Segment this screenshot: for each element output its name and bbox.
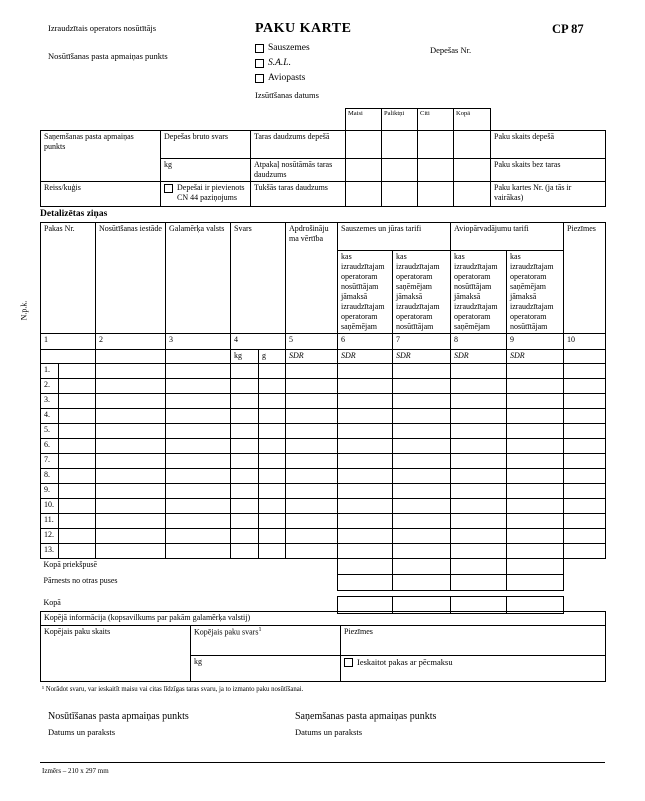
- col-num-4: 4: [231, 334, 286, 350]
- detail-row: [41, 469, 606, 484]
- cell-tariff-6: [338, 394, 393, 409]
- unit-sdr-5: SDR: [286, 350, 338, 364]
- checkbox-air-icon[interactable]: [255, 74, 264, 83]
- cell-office: [96, 469, 166, 484]
- row-number: 13.: [41, 544, 59, 559]
- cell-parcel-no: [59, 454, 96, 469]
- cell-tariff-8: [451, 499, 507, 514]
- cell-tariff-6: [338, 379, 393, 394]
- signature-dispatch-sub: Datums un paraksts: [48, 727, 116, 737]
- dispatch-no-label: Depešas Nr.: [430, 45, 472, 55]
- col-num-9: 9: [507, 334, 564, 350]
- form-code: CP 87: [552, 22, 584, 36]
- signature-block-dispatch: [48, 711, 189, 737]
- cell-destination: [166, 424, 231, 439]
- count-cell: [454, 131, 491, 159]
- cell-insured-value: [286, 394, 338, 409]
- cell-tariff-9: [507, 529, 564, 544]
- cell-tariff-8: [451, 484, 507, 499]
- cell-tariff-9: [507, 439, 564, 454]
- row-number: 5.: [41, 424, 59, 439]
- cell-remarks: [564, 484, 606, 499]
- cell-tariff-8: [451, 529, 507, 544]
- signature-dispatch-title: Nosūtīšanas pasta apmaiņas punkts: [48, 711, 189, 722]
- cell-office: [96, 529, 166, 544]
- row-number: 2.: [41, 379, 59, 394]
- option-sal: [255, 58, 310, 68]
- count-cell: [418, 159, 454, 182]
- cell-office: [96, 439, 166, 454]
- summary-box: [40, 611, 606, 682]
- unit-sdr-8: SDR: [451, 350, 507, 364]
- detail-row: [41, 514, 606, 529]
- cell-office: [96, 514, 166, 529]
- footnote-marker: 1: [258, 627, 262, 633]
- cell-insured-value: [286, 544, 338, 559]
- carried-over-label: Pārnests no otras puses: [43, 575, 118, 585]
- cell-office: [96, 454, 166, 469]
- count-cell: [454, 182, 491, 207]
- cell-tariff-8: [451, 424, 507, 439]
- cell-weight-g: [259, 544, 286, 559]
- footer-rule: [40, 762, 605, 763]
- row-number: 7.: [41, 454, 59, 469]
- cell-remarks: [564, 409, 606, 424]
- col-header-destination: Galamērķa valsts: [166, 223, 231, 334]
- cell-tariff-6: [338, 439, 393, 454]
- grand-total-label: Kopā: [43, 597, 61, 607]
- paper-size-label: Izmērs – 210 x 297 mm: [42, 767, 109, 775]
- row-number: 10.: [41, 499, 59, 514]
- cell-weight-kg: [231, 409, 259, 424]
- detail-row: [41, 484, 606, 499]
- cell-destination: [166, 379, 231, 394]
- cell-weight-kg: [231, 364, 259, 379]
- cell-weight-kg: [231, 454, 259, 469]
- flight-ship-cell: Reiss/kuģis: [41, 182, 161, 207]
- cell-weight-kg: [231, 439, 259, 454]
- signature-receiving-sub: Datums un paraksts: [295, 727, 363, 737]
- details-section-title: Detalizētas ziņas: [40, 209, 108, 219]
- count-cell: [346, 131, 382, 159]
- cell-tariff-7: [393, 409, 451, 424]
- cell-weight-g: [259, 439, 286, 454]
- npk-vertical-label: N.p.k.: [19, 300, 29, 321]
- cell-tariff-8: [451, 409, 507, 424]
- spacer-cell: [564, 575, 606, 591]
- cell-weight-g: [259, 394, 286, 409]
- cell-destination: [166, 364, 231, 379]
- option-air-label: Aviopasts: [268, 73, 306, 83]
- cell-tariff-7: [393, 469, 451, 484]
- col6-description: kas izraudzītajam operatoram nosūtītājam jāmaksā izraudzītajam operatoram saņēmējam: [338, 251, 393, 334]
- col-header-office: Nosūtīšanas iestāde: [96, 223, 166, 334]
- cell-tariff-9: [507, 394, 564, 409]
- cell-tariff-9: [507, 544, 564, 559]
- cell-tariff-6: [338, 364, 393, 379]
- cell-tariff-9: [507, 499, 564, 514]
- cell-tariff-7: [393, 394, 451, 409]
- card-no-cell: Paku kartes Nr. (ja tās ir vairākas): [491, 182, 606, 207]
- col-num-7: 7: [393, 334, 451, 350]
- col-num-3: 3: [166, 334, 231, 350]
- cell-tariff-6: [338, 424, 393, 439]
- col-num-6: 6: [338, 334, 393, 350]
- cell-tariff-6: [338, 409, 393, 424]
- unit-empty-cell: [166, 350, 231, 364]
- cell-remarks: [564, 454, 606, 469]
- cell-destination: [166, 484, 231, 499]
- detail-row: [41, 364, 606, 379]
- cell-destination: [166, 394, 231, 409]
- cell-tariff-7: [393, 364, 451, 379]
- cell-tariff-7: [393, 499, 451, 514]
- cell-tariff-7: [393, 544, 451, 559]
- form-title: PAKU KARTE: [255, 21, 352, 36]
- unit-sdr-9: SDR: [507, 350, 564, 364]
- cell-tariff-8: [451, 454, 507, 469]
- cell-tariff-7: [393, 514, 451, 529]
- cell-tariff-9: [507, 364, 564, 379]
- row-number: 8.: [41, 469, 59, 484]
- count-cell: [418, 131, 454, 159]
- cell-weight-g: [259, 484, 286, 499]
- row-number: 3.: [41, 394, 59, 409]
- weight-unit-cell: kg: [191, 656, 341, 682]
- cell-tariff-9: [507, 514, 564, 529]
- row-number: 12.: [41, 529, 59, 544]
- option-surface: [255, 43, 310, 53]
- dispatch-date-label: Izsūtīšanas datums: [255, 90, 319, 100]
- count-cell: [454, 159, 491, 182]
- col-num-5: 5: [286, 334, 338, 350]
- cell-weight-g: [259, 469, 286, 484]
- cod-checkbox-cell: [341, 656, 606, 682]
- mail-class-options: [255, 43, 310, 88]
- cell-parcel-no: [59, 379, 96, 394]
- checkbox-sal-icon[interactable]: [255, 59, 264, 68]
- row-number: 1.: [41, 364, 59, 379]
- cell-destination: [166, 514, 231, 529]
- carried-over-row: [41, 575, 606, 591]
- summary-section-title: Kopējā informācija (kopsavilkums par pakām galamērķa valstij): [41, 612, 606, 626]
- signature-block-receiving: [295, 711, 436, 737]
- checkbox-surface-icon[interactable]: [255, 44, 264, 53]
- cell-insured-value: [286, 514, 338, 529]
- cell-tariff-7: [393, 439, 451, 454]
- unit-kg: kg: [231, 350, 259, 364]
- row-number: 11.: [41, 514, 59, 529]
- cell-destination: [166, 544, 231, 559]
- cell-office: [96, 364, 166, 379]
- unit-sdr-7: SDR: [393, 350, 451, 364]
- tara-in-dispatch-cell: Taras daudzums depešā: [251, 131, 346, 159]
- cell-remarks: [564, 424, 606, 439]
- cell-tariff-9: [507, 379, 564, 394]
- row-number: 6.: [41, 439, 59, 454]
- unit-sdr-6: SDR: [338, 350, 393, 364]
- cell-tariff-8: [451, 469, 507, 484]
- cell-insured-value: [286, 499, 338, 514]
- cell-remarks: [564, 529, 606, 544]
- col-num-8: 8: [451, 334, 507, 350]
- count-cell: [382, 182, 418, 207]
- cell-insured-value: [286, 484, 338, 499]
- cell-remarks: [564, 439, 606, 454]
- cell-tariff-8: [451, 394, 507, 409]
- option-sal-label: S.A.L.: [268, 58, 291, 68]
- gross-weight-unit-cell: kg: [161, 159, 251, 182]
- cell-insured-value: [286, 529, 338, 544]
- total-front-label: Kopā priekšpusē: [43, 560, 98, 569]
- detail-row: [41, 424, 606, 439]
- tara-return-cell: Atpakaļ nosūtāmās taras daudzums: [251, 159, 346, 182]
- cod-checkbox-label: Ieskaitot pakas ar pēcmaksu: [357, 657, 453, 667]
- dispatch-exchange-office-label: Nosūtīšanas pasta apmaiņas punkts: [48, 51, 168, 61]
- cell-office: [96, 394, 166, 409]
- cell-weight-kg: [231, 484, 259, 499]
- row-number: 4.: [41, 409, 59, 424]
- remarks-cell: Piezīmes: [341, 626, 606, 656]
- cell-office: [96, 409, 166, 424]
- cell-weight-kg: [231, 514, 259, 529]
- cell-remarks: [564, 544, 606, 559]
- carried-over-cell-7: [393, 575, 451, 591]
- count-cell: [346, 182, 382, 207]
- cell-parcel-no: [59, 529, 96, 544]
- cell-office: [96, 544, 166, 559]
- strip-col-kopa: Kopā: [454, 109, 491, 131]
- carried-over-cell-9: [507, 575, 564, 591]
- cell-tariff-8: [451, 514, 507, 529]
- cell-tariff-6: [338, 469, 393, 484]
- detail-row: [41, 529, 606, 544]
- cell-tariff-7: [393, 379, 451, 394]
- cell-tariff-7: [393, 424, 451, 439]
- receiving-office-cell: Saņemšanas pasta apmaiņas punkts: [41, 131, 161, 182]
- cell-remarks: [564, 394, 606, 409]
- cell-weight-g: [259, 454, 286, 469]
- total-weight-label: Kopējais paku svars: [194, 627, 259, 637]
- cell-parcel-no: [59, 484, 96, 499]
- strip-col-citi: Citi: [418, 109, 454, 131]
- cell-tariff-9: [507, 409, 564, 424]
- col8-description: kas izraudzītajam operatoram nosūtītājam jāmaksā izraudzītajam operatoram saņēmējam: [451, 251, 507, 334]
- strip-col-paliktni: Paliktņi: [382, 109, 418, 131]
- gross-weight-label-cell: Depešas bruto svars: [161, 131, 251, 159]
- cell-weight-g: [259, 364, 286, 379]
- cell-destination: [166, 409, 231, 424]
- total-front-cell-7: [393, 559, 451, 575]
- cell-insured-value: [286, 439, 338, 454]
- total-front-cell-8: [451, 559, 507, 575]
- cn44-cell: [161, 182, 251, 207]
- cell-remarks: [564, 469, 606, 484]
- checkbox-cod-icon[interactable]: [344, 658, 353, 667]
- detail-row: [41, 499, 606, 514]
- cell-destination: [166, 529, 231, 544]
- cell-tariff-6: [338, 514, 393, 529]
- cell-destination: [166, 454, 231, 469]
- col-num-10: 10: [564, 334, 606, 350]
- cell-tariff-8: [451, 379, 507, 394]
- total-front-row: [41, 559, 606, 575]
- col-header-parcel-no: Pakas Nr.: [41, 223, 96, 334]
- col-header-weight: Svars: [231, 223, 286, 334]
- signature-receiving-title: Saņemšanas pasta apmaiņas punkts: [295, 711, 437, 722]
- cell-tariff-6: [338, 529, 393, 544]
- cell-parcel-no: [59, 424, 96, 439]
- cell-parcel-no: [59, 544, 96, 559]
- cell-remarks: [564, 364, 606, 379]
- cell-remarks: [564, 379, 606, 394]
- cell-tariff-8: [451, 544, 507, 559]
- cell-tariff-6: [338, 484, 393, 499]
- count-cell: [382, 159, 418, 182]
- parcels-without-tara-cell: Paku skaits bez taras: [491, 159, 606, 182]
- col9-description: kas izraudzītajam operatoram saņēmējam jāmaksā izraudzītajam operatoram nosūtītājam: [507, 251, 564, 334]
- cell-tariff-6: [338, 454, 393, 469]
- cell-parcel-no: [59, 469, 96, 484]
- cell-weight-kg: [231, 544, 259, 559]
- cell-insured-value: [286, 379, 338, 394]
- cell-weight-g: [259, 409, 286, 424]
- count-cell: [346, 159, 382, 182]
- cell-office: [96, 499, 166, 514]
- col-header-insured-value: Apdrošinājuma vērtība: [286, 223, 338, 334]
- cell-insured-value: [286, 469, 338, 484]
- cell-parcel-no: [59, 364, 96, 379]
- cell-weight-g: [259, 424, 286, 439]
- designated-operator-label: Izraudzītais operators nosūtītājs: [48, 23, 157, 33]
- col-num-1: 1: [41, 334, 96, 350]
- cell-tariff-7: [393, 484, 451, 499]
- cell-weight-kg: [231, 529, 259, 544]
- unit-empty-cell: [96, 350, 166, 364]
- cell-tariff-9: [507, 454, 564, 469]
- cell-parcel-no: [59, 514, 96, 529]
- carried-over-cell-8: [451, 575, 507, 591]
- row-number: 9.: [41, 484, 59, 499]
- cell-weight-kg: [231, 379, 259, 394]
- col-num-2: 2: [96, 334, 166, 350]
- total-weight-cell: [191, 626, 341, 656]
- cell-tariff-8: [451, 364, 507, 379]
- unit-empty-cell: [564, 350, 606, 364]
- strip-col-maisi: Maisi: [346, 109, 382, 131]
- detail-row: [41, 379, 606, 394]
- count-cell: [382, 131, 418, 159]
- cell-parcel-no: [59, 409, 96, 424]
- col-header-remarks: Piezīmes: [564, 223, 606, 334]
- dispatch-info-table: [40, 130, 606, 207]
- detail-row: [41, 439, 606, 454]
- cell-tariff-6: [338, 544, 393, 559]
- cell-remarks: [564, 514, 606, 529]
- parcels-in-dispatch-cell: Paku skaits depešā: [491, 131, 606, 159]
- unit-g: g: [259, 350, 286, 364]
- container-count-strip: [345, 108, 491, 131]
- option-air: [255, 73, 310, 83]
- cell-tariff-7: [393, 529, 451, 544]
- checkbox-cn44-icon[interactable]: [164, 184, 173, 193]
- cell-parcel-no: [59, 439, 96, 454]
- option-surface-label: Sauszemes: [268, 43, 310, 53]
- cell-insured-value: [286, 454, 338, 469]
- cell-weight-g: [259, 529, 286, 544]
- cell-office: [96, 484, 166, 499]
- col7-description: kas izraudzītajam operatoram saņēmējam jāmaksā izraudzītajam operatoram nosūtītājam: [393, 251, 451, 334]
- cell-weight-kg: [231, 499, 259, 514]
- cell-destination: [166, 499, 231, 514]
- carried-over-cell-6: [338, 575, 393, 591]
- cell-office: [96, 379, 166, 394]
- cell-weight-kg: [231, 469, 259, 484]
- cell-weight-g: [259, 379, 286, 394]
- cell-weight-kg: [231, 394, 259, 409]
- detail-row: [41, 454, 606, 469]
- details-table: [40, 222, 606, 614]
- cell-insured-value: [286, 409, 338, 424]
- count-cell: [418, 182, 454, 207]
- detail-row: [41, 409, 606, 424]
- cell-remarks: [564, 499, 606, 514]
- cell-tariff-9: [507, 484, 564, 499]
- spacer-cell: [564, 559, 606, 575]
- cell-parcel-no: [59, 394, 96, 409]
- cell-office: [96, 424, 166, 439]
- cell-weight-g: [259, 499, 286, 514]
- total-front-cell-9: [507, 559, 564, 575]
- weight-footnote: ¹ Norādot svaru, var ieskaitīt maisu vai citas līdzīgas taras svaru, ja to izmanto paku nosūtīšanai.: [42, 686, 304, 693]
- cn44-label: Depešai ir pievienots CN 44 paziņojums: [177, 183, 245, 202]
- col-group-air-tariffs: Aviopārvadājumu tarifi: [451, 223, 564, 251]
- unit-empty-cell: [41, 350, 96, 364]
- cell-tariff-9: [507, 424, 564, 439]
- cell-tariff-8: [451, 439, 507, 454]
- total-front-cell-6: [338, 559, 393, 575]
- cell-destination: [166, 439, 231, 454]
- detail-row: [41, 544, 606, 559]
- cell-tariff-6: [338, 499, 393, 514]
- cell-insured-value: [286, 364, 338, 379]
- cell-weight-g: [259, 514, 286, 529]
- cell-weight-kg: [231, 424, 259, 439]
- total-parcels-cell: Kopējais paku skaits: [41, 626, 191, 682]
- detail-row: [41, 394, 606, 409]
- cell-destination: [166, 469, 231, 484]
- cell-insured-value: [286, 424, 338, 439]
- col-group-land-sea-tariffs: Sauszemes un jūras tarifi: [338, 223, 451, 251]
- empty-tara-cell: Tukšās taras daudzums: [251, 182, 346, 207]
- cell-parcel-no: [59, 499, 96, 514]
- cell-tariff-7: [393, 454, 451, 469]
- cell-tariff-9: [507, 469, 564, 484]
